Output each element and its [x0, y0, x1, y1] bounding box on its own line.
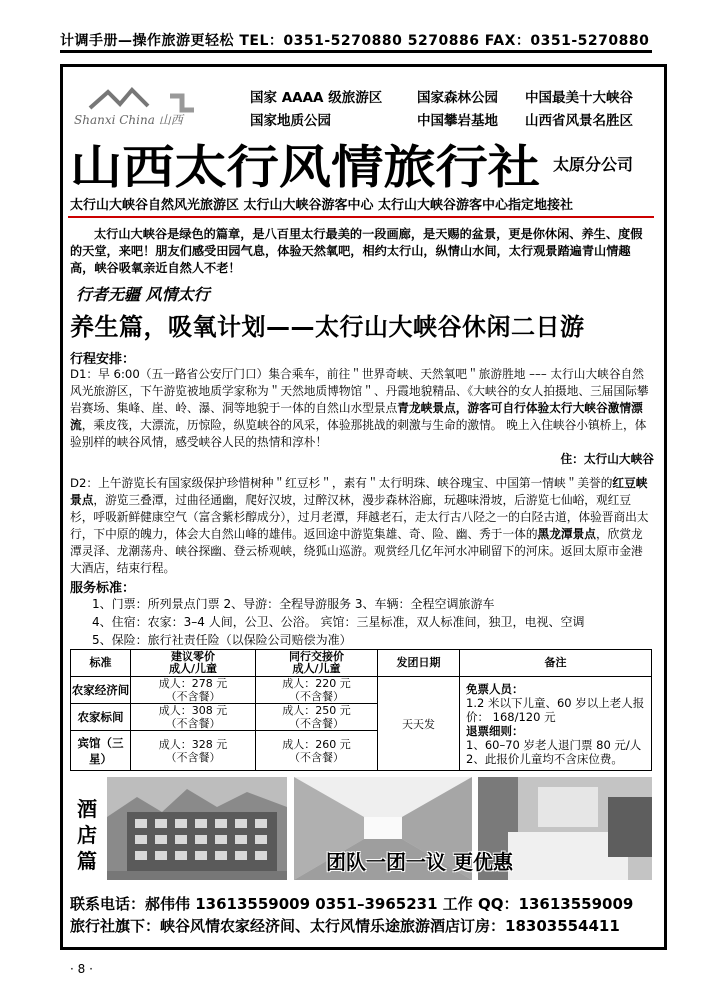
row-name: 宾馆（三星） — [71, 731, 131, 771]
contact-line: 联系电话：郝伟伟 13613559009 0351–3965231 工作 QQ：13613559009 — [70, 895, 634, 913]
branch-name: 太原分公司 — [553, 155, 634, 174]
service-heading: 服务标准： — [70, 581, 136, 596]
intro-paragraph: 太行山大峡谷是绿色的篇章，是八百里太行最美的一段画廊，是天赐的盆景，更是你休闲、养生、度假的天堂，来吧！朋友们感受田园气息，体验天然氧吧，相约太行山，纵情山水间，太行观景踏遍青山情趣高，峡谷吸氧亲近自然人不老！ — [70, 227, 643, 275]
day2-paragraph — [70, 475, 654, 577]
header-tag-1: 国家 AAAA 级旅游区 — [250, 90, 383, 106]
trade-price-a: 成人：250 元 — [282, 704, 351, 717]
day1-text-b: ，乘皮筏，大漂流，历惊险，纵览峡谷的风采，体验那挑战的刺激与生命的激情。 晚上入住峡谷小镇桥上，体验别样的峡谷风情，感受峡谷人民的热情和淳朴！ — [70, 418, 647, 449]
departure-date: 天天发 — [378, 677, 460, 771]
header-trade — [256, 650, 378, 677]
refund-2: 2、此报价儿童均不含床位费。 — [466, 751, 623, 766]
logo-text: Shanxi China 山西 — [74, 113, 183, 127]
row-name: 农家经济间 — [71, 677, 131, 704]
day1-label: D1： — [70, 367, 99, 381]
slogan: 行者无疆 风情太行 — [76, 285, 210, 304]
header-tag-4: 国家地质公园 — [250, 113, 331, 129]
retail-price — [131, 704, 256, 731]
day2-label: D2： — [70, 476, 99, 490]
trade-price-a: 成人：260 元 — [282, 737, 351, 751]
retail-price-a: 成人：328 元 — [158, 737, 228, 751]
red-divider — [68, 216, 654, 218]
top-divider — [60, 50, 652, 53]
day2-highlight-2: 黑龙潭景点 — [537, 527, 596, 541]
retail-price-a: 成人：308 元 — [158, 704, 228, 717]
trade-price-a: 成人：220 元 — [282, 677, 351, 690]
price-table — [70, 649, 652, 771]
day1-paragraph — [70, 366, 654, 468]
header-retail-b: 成人/儿童 — [168, 662, 218, 675]
trade-price — [256, 731, 378, 771]
itinerary-heading: 行程安排： — [70, 352, 136, 367]
header-trade-a: 同行交接价 — [289, 650, 344, 663]
header-standard: 标准 — [71, 650, 131, 677]
header-notes: 备注 — [460, 650, 652, 677]
agency-calligraphy-title — [68, 141, 548, 191]
table-header-row — [71, 650, 652, 677]
header-retail-a: 建议零价 — [171, 650, 215, 663]
trade-price-b: （不含餐） — [289, 690, 344, 703]
header-tag-6: 山西省风景名胜区 — [525, 113, 633, 129]
retail-price-b: （不含餐） — [165, 690, 221, 703]
day2-text-c: ，欣赏龙潭灵泽、龙潮荡舟、峡谷探幽、登云桥观峡，绕狐山巡游。观赏经几亿年河水冲刷留下的河床。返回太原市金港大酒店，结束行程。 — [70, 527, 643, 575]
row-name: 农家标间 — [71, 704, 131, 731]
page-number: · 8 · — [70, 962, 93, 976]
header-subline: 太行山大峡谷自然风光旅游区 太行山大峡谷游客中心 太行山大峡谷游客中心指定地接社 — [70, 198, 574, 213]
header-retail — [131, 650, 256, 677]
retail-price — [131, 731, 256, 771]
day1-stay: 住：太行山大峡谷 — [560, 452, 654, 466]
notes-cell — [460, 677, 652, 771]
free-heading: 免票人员： — [466, 681, 524, 696]
promo-banner: 团队一团一议 更优惠 — [326, 850, 513, 874]
main-title: 养生篇，吸氧计划——太行山大峡谷休闲二日游 — [70, 313, 585, 341]
retail-price — [131, 677, 256, 704]
day2-highlight-1: 红豆峡景点 — [70, 476, 648, 507]
agency-title-text: 山西太行风情旅行社 — [70, 141, 540, 191]
hotel-exterior-photo — [107, 777, 287, 880]
free-text: 1.2 米以下儿童、60 岁以上老人报价： 168/120 元 — [466, 695, 645, 724]
trade-price-b: （不含餐） — [289, 717, 344, 730]
retail-price-a: 成人：278 元 — [158, 677, 228, 690]
hotel-section-label: 酒店篇 — [77, 797, 97, 873]
header-tag-2: 国家森林公园 — [417, 90, 498, 106]
agency-line: 旅行社旗下：峡谷风情农家经济间、太行风情乐途旅游酒店订房：18303554411 — [70, 917, 620, 935]
trade-price — [256, 704, 378, 731]
trade-price-b: （不含餐） — [289, 750, 344, 764]
top-bar: 计调手册—操作旅游更轻松 TEL：0351-5270880 5270886 FAX：0351-5270880 — [60, 33, 650, 49]
retail-price-b: （不含餐） — [165, 750, 221, 764]
day2-text-b: ，游览三叠潭，过曲径通幽，爬好汉坡，过醉汉林，漫步森林浴廊，玩趣味滑坡，后游览七仙峪，观红豆杉，呼吸新鲜健康空气（富含紫杉醇成分），过月老潭，拜越老石，走太行古八陉之一的白陉古道，体验晋商出太行，下中原的魄力，体会大自然山峰的雄伟。返回途中游览集雄、奇、险、幽、秀于一体的 — [70, 493, 649, 541]
trade-price — [256, 677, 378, 704]
table-row — [71, 677, 652, 704]
day1-highlight: 青龙峡景点，游客可自行体验太行大峡谷激情漂流 — [70, 401, 643, 432]
day1-text-a: 早 6:00（五一路省公安厅门口）集合乘车，前往＂世界奇峡、天然氧吧＂旅游胜地 ––– 太行山大峡谷自然风光旅游区，下午游览被地质学家称为＂天然地质博物馆＂、丹霞地貌精品、《大峡谷的女人拍摄地、三届国际攀岩赛场、集峰、崖、岭、瀑、洞等地貌于一体的自然山水型景点 — [70, 367, 649, 415]
header-date: 发团日期 — [378, 650, 460, 677]
service-line-2: 4、住宿：农家：3–4 人间，公卫、公浴。 宾馆：三星标准，双人标准间，独卫，电视、空调 — [92, 615, 585, 629]
service-line-1: 1、门票：所列景点门票 2、导游：全程导游服务 3、车辆：全程空调旅游车 — [92, 597, 495, 611]
header-trade-b: 成人/儿童 — [292, 662, 341, 675]
day2-text-a: 上午游览长有国家级保护珍惜树种＂红豆杉＂，素有＂太行明珠、峡谷瑰宝、中国第一情峡＂美誉的 — [98, 476, 613, 490]
refund-heading: 退票细则： — [466, 723, 524, 738]
retail-price-b: （不含餐） — [165, 717, 221, 730]
header-tag-5: 中国攀岩基地 — [417, 113, 498, 129]
shanxi-logo — [70, 86, 240, 132]
header-tag-3: 中国最美十大峡谷 — [525, 90, 633, 106]
service-line-3: 5、保险：旅行社责任险（以保险公司赔偿为准） — [92, 633, 352, 647]
refund-1: 1、60–70 岁老人退门票 80 元/人 — [466, 737, 642, 752]
